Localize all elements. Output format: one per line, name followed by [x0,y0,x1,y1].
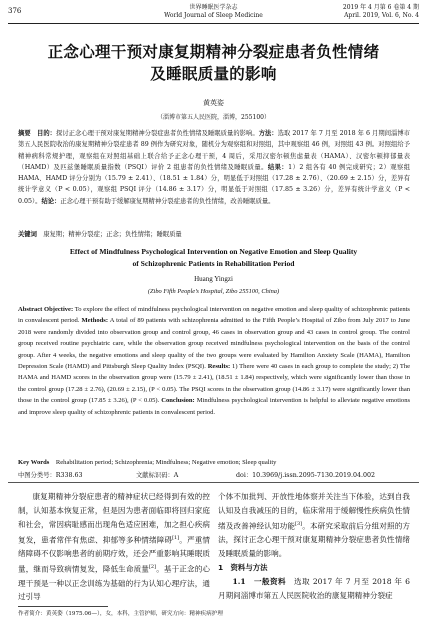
doi: doi：10.3969/j.issn.2095-7130.2019.04.002 [236,472,376,479]
journal-name: 世界睡眠医学杂志 World Journal of Sleep Medicine [164,4,263,19]
citation: [2] [148,564,157,571]
subsection: 1.1 一般资料 选取 2017 年 7 月至 2018 年 6 月期间淄博市第五人民医院收治的康复期精神分裂症 [218,576,411,600]
document-code: 文献标识码：A [136,472,179,479]
body-rule [8,482,419,483]
author-footnote: 作者简介：黄英姿（1975.06—），女，本科，主管护师，研究方向：精神疾病护理 [18,611,223,617]
author-en: Huang Yingzi [194,275,233,283]
clc-number: 中图分类号：R338.63 [18,472,83,479]
abstract-en: Abstract Objective: To explore the effect of mindfulness psychological intervention on negative emotion and sleep quality of schizophrenic patients in convalescent period. Methods: A total of 89 patients with schizophrenia admitted to the Fifth People’s Hospital of Zibo from July 2017 to June 2018 were randomly divided into observation group and control group, 46 cases in observation group and 43 cases in control group. The control group received routine psychiatric care, while the observation group received mindfulness psychological intervention on the basis of the control group. After 4 weeks, the negative emotions and sleep quality of the two groups were evaluated by Hamilton Anxiety Scale (HAMA), Hamilton Depression Scale (HAMD) and Pittsburgh Sleep Quality Index (PSQI). Results: 1) There were 40 cases in each group to complete the study; 2) The HAMA and HAMD scores in the observation group were (15.79 ± 2.41), (18.51 ± 1.84) respectively, which were significantly lower than those in the control group (17.28 ± 2.76), (20.69 ± 2.15), (P < 0.05). The PSQI scores in the observation group (14.86 ± 3.17) were significantly lower than those in the control group (17.85 ± 3.26), (P < 0.05). Conclusion: Mindfulness psychological intervention is helpful to alleviate negative emotions and improve sleep quality of schizophrenic patients in convalescent period. [18,306,411,416]
citation: [3] [295,520,303,527]
title-cn-line2: 及睡眠质量的影响 [150,65,277,83]
affiliation-en: (Zibo Fifth People’s Hospital, Zibo 255100, China) [147,288,280,295]
keywords-en: Key Words Rehabilitation period; Schizophrenia; Mindfulness; Negative emotion; Sleep quality [18,459,277,466]
header-rule [8,23,419,24]
body-paragraph: 康复期精神分裂症患者的精神症状已经得到有效的控制，认知基本恢复正常，但是因为患者面临即将回归家庭和社会，常因病耻感而出现角色适应困难，加之担心疾病复发，患者常伴有焦虑、抑郁等多种情绪障碍[1]。严重情绪障碍不仅影响患者的前期疗效，还会严重影响其睡眠质量，继而导致病情复发，降低生命质量[2]。基于正念的心理干预是一种以正念训练为基础的行为认知心理疗法，通过引导 [18,492,211,602]
footnote-rule [18,606,108,607]
title-en-line2: of Schizophrenic Patients in Rehabilitation Period [132,259,295,268]
body-paragraph: 个体不加批判、开放性地体察并关注当下体验，达到自我认知及自我减压的目的，临床常用于缓解慢性疾病负性情绪及改善神经认知功能[3]。本研究采取前后分组对照的方法，探讨正念心理干预对康复期精神分裂症患者负性情绪及睡眠质量的影响。 [218,492,411,559]
body-column-left [18,490,210,604]
body-column-right [218,490,410,603]
keywords-cn: 关键词 康复期；精神分裂症；正念；负性情绪；睡眠质量 [18,231,182,238]
section-heading: 1 资料与方法 [218,563,268,573]
issue-info: 2019 年 4 月第 6 卷第 4 期 April. 2019, Vol. 6, No. 4 [342,4,419,19]
subsection-heading: 1.1 一般资料 [232,576,287,586]
abstract-cn: 摘要 目的：探讨正念心理干预对康复期精神分裂症患者负性情绪及睡眠质量的影响。方法：选取 2017 年 7 月至 2018 年 6 月期间淄博市第五人民医院收治的康复期精神分裂症患者 89 例作为研究对象，随机分为观察组和对照组，其中观察组 46 例，对照组 43 例。对照组给予精神病科常规护理，观察组在对照组基础上联合给予正念心理干预，4 周后，采用汉密尔顿焦虑量表（HAMA）、汉密尔顿抑郁量表（HAMD）及匹兹堡睡眠质量指数（PSQI）评价 2 组患者的负性情绪及睡眠质量。结果：1）2 组各有 40 例完成研究；2）观察组 HAMA、HAMD 评分分别为（15.79 ± 2.41）、（18.51 ± 1.84）分，明显低于对照组（17.28 ± 2.76）、（20.69 ± 2.15）分，差异有统计学意义（P < 0.05），观察组 PSQI 评分（14.86 ± 3.17）分，明显低于对照组（17.85 ± 3.26）分，差异有统计学意义（P < 0.05）。结论：正念心理干预有助于缓解康复期精神分裂症患者的负性情绪，改善睡眠质量。 [18,130,411,205]
page-number: 376 [8,7,22,15]
affiliation-cn: （淄博市第五人民医院，淄博，255100） [157,114,270,121]
title-en-line1: Effect of Mindfulness Psychological Intervention on Negative Emotion and Sleep Quality [69,247,358,256]
title-cn-line1: 正念心理干预对康复期精神分裂症患者负性情绪 [47,43,380,61]
author-cn: 黄英姿 [203,99,224,107]
citation: [1] [172,534,180,541]
